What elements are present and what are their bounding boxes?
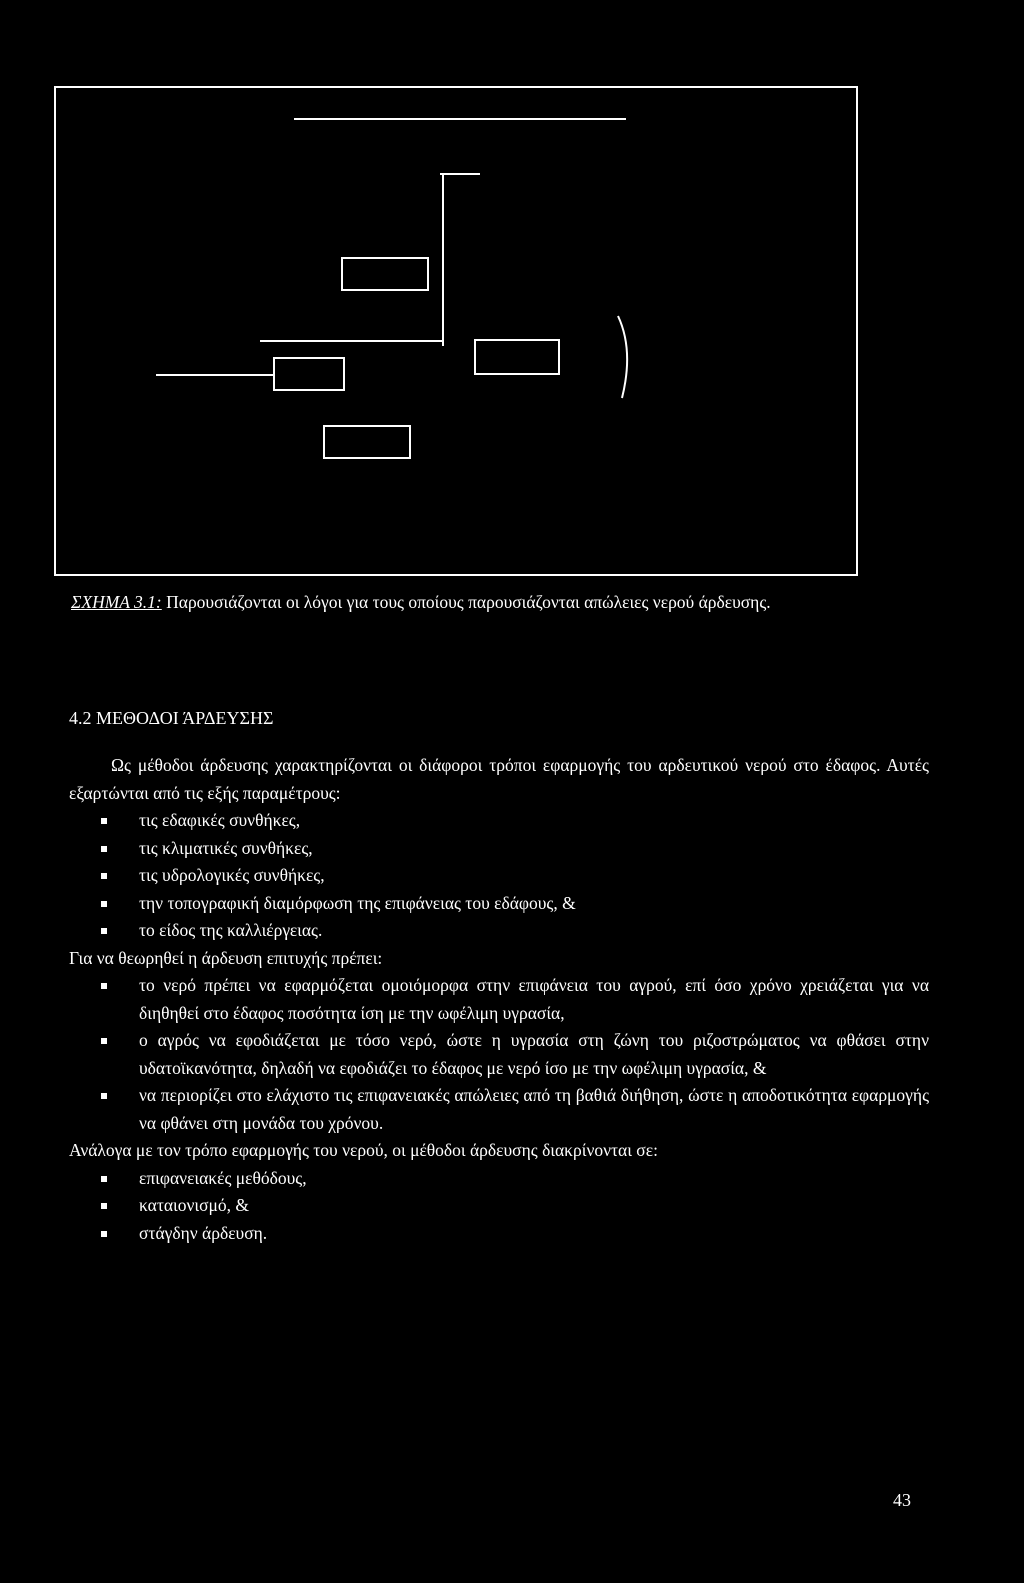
- list-item: τις υδρολογικές συνθήκες,: [69, 862, 929, 890]
- caption-label: ΣΧΗΜΑ 3.1:: [71, 592, 162, 612]
- list-item: τις εδαφικές συνθήκες,: [69, 807, 929, 835]
- list-item: τις κλιματικές συνθήκες,: [69, 835, 929, 863]
- diagram-box-lower: [324, 426, 410, 458]
- list-item: το νερό πρέπει να εφαρμόζεται ομοιόμορφα στην επιφάνεια του αγρού, επί όσο χρόνο χρειάζεται για να διηθηθεί στο έδαφος ποσότητα ίση με την ωφέλιμη υγρασία,: [69, 972, 929, 1027]
- list-item: το είδος της καλλιέργειας.: [69, 917, 929, 945]
- parameters-list: [69, 807, 929, 945]
- methods-intro: Ανάλογα με τον τρόπο εφαρμογής του νερού, οι μέθοδοι άρδευσης διακρίνονται σε:: [69, 1140, 658, 1160]
- figure-diagram: [56, 88, 856, 574]
- diagram-box-middle-right: [475, 340, 559, 374]
- figure-frame: [54, 86, 858, 576]
- diagram-box-upper: [342, 258, 428, 290]
- diagram-box-middle-left: [274, 358, 344, 390]
- list-item: ο αγρός να εφοδιάζεται με τόσο νερό, ώστε η υγρασία στη ζώνη του ριζοστρώματος να φθάσει στην υδατοϊκανότητα, δηλαδή να εφοδιάζει το έδαφος με νερό ίσο με την ωφέλιμη υγρασία, &: [69, 1027, 929, 1082]
- list-item: επιφανειακές μεθόδους,: [69, 1165, 929, 1193]
- section-heading: 4.2 ΜΕΘΟΔΟΙ ΆΡΔΕΥΣΗΣ: [69, 708, 274, 728]
- list-item: την τοπογραφική διαμόρφωση της επιφάνειας του εδάφους, &: [69, 890, 929, 918]
- diagram-bracket-curve: [618, 316, 627, 398]
- caption-text: Παρουσιάζονται οι λόγοι για τους οποίους παρουσιάζονται απώλειες νερού άρδευσης.: [161, 592, 771, 612]
- conditions-intro: Για να θεωρηθεί η άρδευση επιτυχής πρέπει:: [69, 947, 383, 968]
- conditions-list: [69, 972, 929, 1137]
- methods-list: [69, 1165, 929, 1248]
- list-item: να περιορίζει στο ελάχιστο τις επιφανειακές απώλειες από τη βαθιά διήθηση, ώστε η αποδοτικότητα εφαρμογής να φθάνει στη μονάδα του χρόνου.: [69, 1082, 929, 1137]
- body-text: [69, 752, 929, 1247]
- intro-paragraph: Ως μέθοδοι άρδευσης χαρακτηρίζονται οι διάφοροι τρόποι εφαρμογής του αρδευτικού νερού στο έδαφος. Αυτές εξαρτώνται από τις εξής παραμέτρους:: [69, 755, 929, 803]
- list-item: στάγδην άρδευση.: [69, 1220, 929, 1248]
- figure-caption: [71, 592, 771, 613]
- list-item: καταιονισμό, &: [69, 1192, 929, 1220]
- page-number: 43: [893, 1490, 911, 1510]
